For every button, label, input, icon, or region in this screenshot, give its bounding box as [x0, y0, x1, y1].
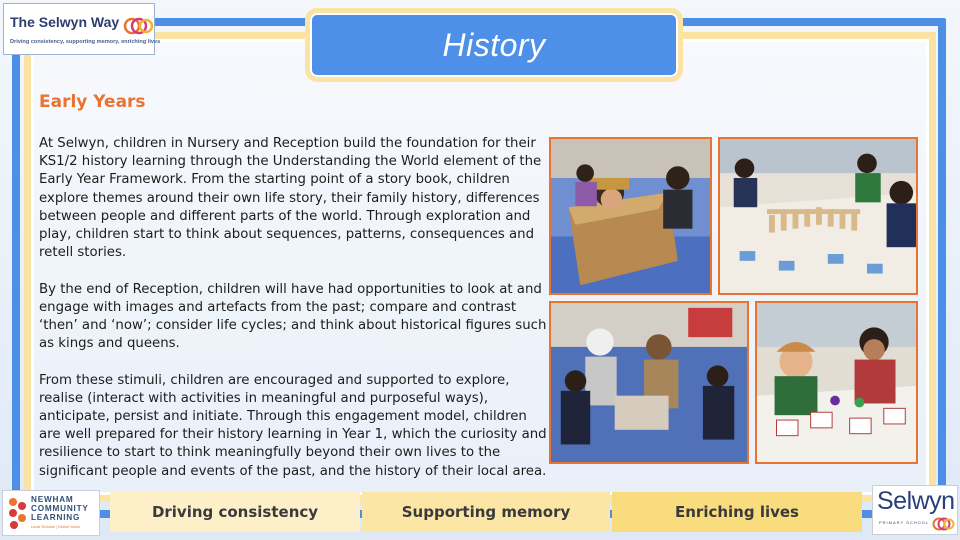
title-banner [305, 8, 683, 82]
selwyn-school-logo [872, 485, 958, 535]
rings-icon [931, 514, 955, 534]
dots-icon [7, 497, 29, 531]
pillar-driving-consistency: Driving consistency [110, 492, 360, 532]
body-text [39, 135, 549, 499]
paragraph-2: By the end of Reception, children will have had opportunities to look at and engage with images and artefacts from the past; compare and contrast ‘then’ and ‘now’; consider life cycles; and think about historical figures such as kings and queens. [39, 281, 547, 352]
photo-building-blocks [718, 137, 918, 295]
selwyn-way-logo [3, 3, 161, 55]
newham-community-learning-logo [2, 490, 100, 536]
ncl-line-1: NEWHAM [31, 495, 74, 504]
paragraph-1: At Selwyn, children in Nursery and Reception build the foundation for their KS1/2 history learning through the Understanding the World element of the Early Year Framework. From the starting point of a story book, children explore themes around their own life story, their family history, differences between people and different parts of the world. Through exploration and play, children start to think about sequences, patterns, consequences and retell stories. [39, 136, 542, 261]
pillar-supporting-memory: Supporting memory [362, 492, 610, 532]
selwyn-subtitle: PRIMARY SCHOOL [879, 520, 930, 525]
logo-name: The Selwyn Way [10, 14, 120, 30]
ncl-subtitle: Local Schools | Global Vision [31, 525, 81, 529]
ncl-line-2: COMMUNITY [31, 504, 89, 513]
selwyn-wordmark: Selwyn [877, 487, 955, 515]
ncl-line-3: LEARNING [31, 513, 81, 522]
paragraph-3: From these stimuli, children are encouraged and supported to explore, realise (interact with activities in meaningful and purposeful ways), anticipate, persist and initiate. Through this engagement model, children are well prepared for their history learning in Year 1, which the curiosity and resilience to start to think meaningfully beyond their own lives to the significant people and events of the past, and the history of their local area. [39, 372, 547, 479]
rings-icon [122, 14, 154, 38]
logo-tagline: Driving consistency, supporting memory, enriching lives [10, 39, 161, 45]
ncl-wordmark [31, 495, 89, 522]
section-heading: Early Years [39, 92, 146, 112]
page-title: History [442, 26, 546, 63]
photo-cardboard-boat [549, 137, 712, 295]
photo-counting-game [755, 301, 918, 464]
pillar-enriching-lives: Enriching lives [612, 492, 862, 532]
photo-dressing-up [549, 301, 749, 464]
